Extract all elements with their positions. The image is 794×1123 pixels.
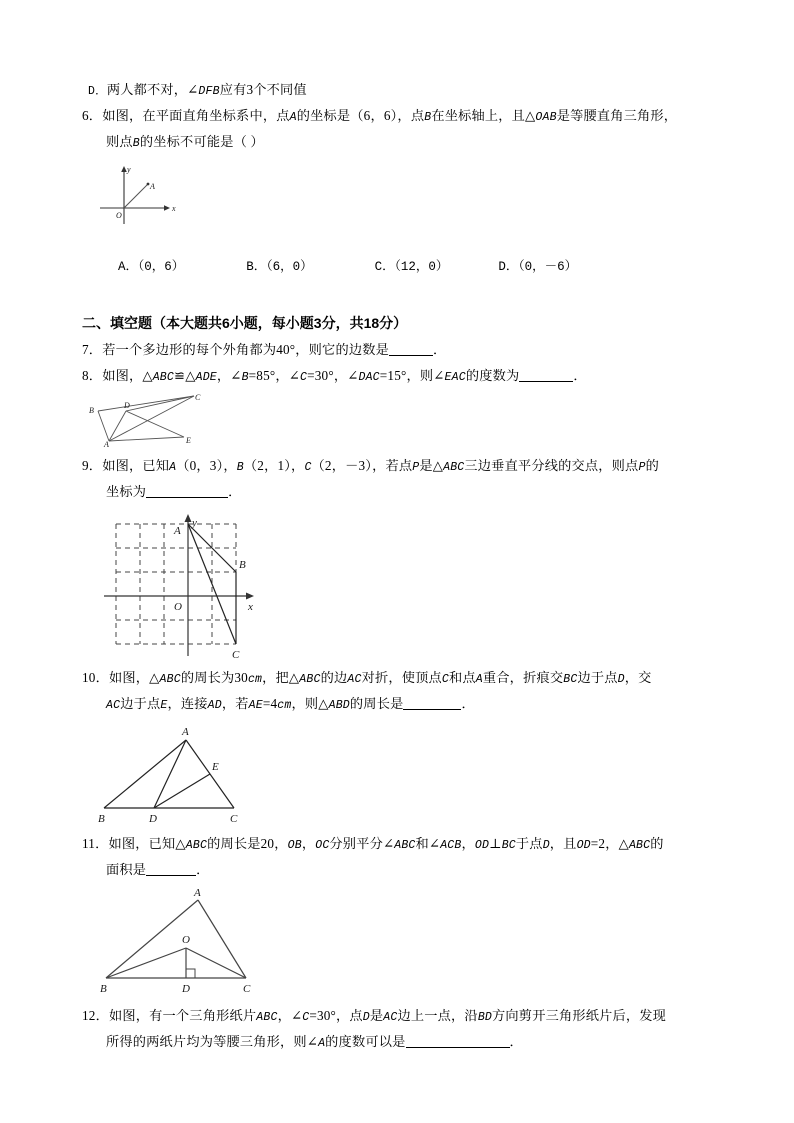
q11-label-o: O	[182, 934, 190, 946]
q10-line1-h: 边于点	[577, 670, 618, 685]
q11-it7: BC	[501, 839, 516, 852]
q10-line2-b: 边于点	[120, 696, 161, 711]
q7-line-1	[82, 338, 714, 362]
q5-option-d-italic: DFB	[198, 85, 220, 98]
q11-line1-g: ⊥	[489, 836, 502, 851]
q9-number: 9．	[82, 458, 103, 473]
q10-line2-e: =4	[262, 696, 278, 711]
q12-answer-blank[interactable]	[406, 1035, 510, 1048]
q11-it3: OC	[315, 839, 330, 852]
q10-label-a: A	[182, 726, 189, 738]
q9-figure-svg	[102, 508, 262, 660]
section-2-heading: 二、填空题（本大题共6小题，每小题3分，共18分）	[82, 315, 408, 331]
q12-line1-c: =30°，点	[309, 1008, 363, 1023]
q8-text-e: =30°，∠	[307, 368, 359, 383]
q11-it1: ABC	[185, 839, 208, 852]
q7-number: 7．	[82, 342, 103, 357]
q6-options	[82, 234, 714, 300]
q11-line1-b: 的周长是20，	[207, 836, 288, 851]
q11-it6: OD	[474, 839, 490, 852]
q6-italic-c: OAB	[535, 111, 557, 124]
q9-line2-a: 坐标为	[106, 484, 147, 499]
q10-number: 10．	[82, 670, 109, 685]
q9-label-x: x	[248, 601, 253, 613]
q10-answer-blank[interactable]	[403, 697, 461, 710]
q9-it3: C	[304, 461, 312, 474]
q12-it4: AC	[383, 1011, 398, 1024]
q10-figure-svg	[86, 722, 286, 826]
q12-line1-d: 是	[369, 1008, 384, 1023]
q9-line1-a: 如图，已知	[102, 458, 170, 473]
q9-it6: P	[638, 461, 646, 474]
q6-option-d-key: D．	[498, 260, 519, 274]
q10-line1-c: ，把△	[262, 670, 300, 685]
q6-figure	[90, 160, 714, 232]
q10-seg-ba	[104, 740, 186, 808]
q6-line2-b: 的坐标不可能是（ ）	[139, 134, 264, 149]
q12-line1-e: 边上一点，沿	[397, 1008, 478, 1023]
q10-it1: ABC	[159, 673, 181, 686]
q10-line2-h: ．	[461, 696, 475, 711]
q6-option-b-key: B．	[246, 260, 267, 274]
q12-it5: BD	[477, 1011, 493, 1024]
q8-label-b: B	[89, 406, 94, 415]
q5-option-d	[82, 78, 714, 104]
q6-number: 6．	[82, 108, 103, 123]
q8-text-b: ≌△	[174, 368, 196, 383]
q11-it4: ABC	[394, 839, 416, 852]
q11-it10: ABC	[628, 839, 651, 852]
q10-line1-g: 重合，折痕交	[482, 670, 564, 685]
q11-line1-a: 如图，已知△	[108, 836, 186, 851]
q9-figure	[102, 508, 714, 660]
q9-line-2	[82, 480, 714, 504]
q10-line2-c: ，连接	[167, 696, 208, 711]
q12-line2-a: 所得的两纸片均为等腰三角形，则∠	[106, 1034, 319, 1049]
q11-line-1	[82, 832, 714, 858]
q10-line2-f: ，则△	[291, 696, 329, 711]
q12-number: 12．	[82, 1008, 109, 1023]
q6-label-y: y	[127, 165, 131, 174]
q8-label-a: A	[104, 440, 109, 448]
q6-italic-d: B	[132, 137, 140, 150]
q6-line-2	[82, 130, 714, 156]
q9-label-a: A	[174, 525, 181, 537]
q8-it5: DAC	[358, 371, 380, 384]
q6-option-d-value: （0，－6）	[518, 260, 578, 274]
q11-it8: D	[542, 839, 550, 852]
q7-text-b: ．	[433, 342, 447, 357]
q11-answer-blank[interactable]	[146, 863, 196, 876]
q6-figure-svg	[90, 160, 180, 232]
q11-line1-d: 分别平分∠	[329, 836, 395, 851]
q8-line-1	[82, 364, 714, 390]
q10-it2: ABC	[299, 673, 321, 686]
q6-option-a[interactable]	[118, 260, 184, 274]
q10-label-c: C	[230, 813, 238, 825]
q6-option-a-value: （0，6）	[138, 260, 185, 274]
q10-line1-a: 如图，△	[108, 670, 160, 685]
q6-label-a: A	[150, 182, 155, 191]
q5-option-d-text: 两人都不对，∠	[106, 82, 199, 97]
q11-line1-i: ，且	[549, 836, 577, 851]
q10-line-1	[82, 666, 714, 692]
q10-it12: ABD	[328, 699, 350, 712]
q11-line2-a: 面积是	[106, 862, 147, 877]
q10-label-b: B	[98, 813, 105, 825]
q11-line1-k: 的	[650, 836, 664, 851]
q9-it4: P	[412, 461, 420, 474]
q8-text-a: 如图，△	[102, 368, 153, 383]
q11-number: 11．	[82, 836, 109, 851]
q9-grid	[116, 524, 236, 644]
q8-text-d: =85°，∠	[248, 368, 301, 383]
q12-line2-b: 的度数可以是	[325, 1034, 406, 1049]
q12-line1-b: ，∠	[277, 1008, 303, 1023]
q9-line1-e: 是△	[419, 458, 444, 473]
q6-option-d[interactable]	[498, 260, 577, 274]
q6-option-b[interactable]	[246, 260, 312, 274]
q8-number: 8．	[82, 368, 103, 383]
q10-label-d: D	[149, 813, 157, 825]
q10-line1-i: ，交	[624, 670, 652, 685]
q10-it10: AD	[207, 699, 222, 712]
q9-line2-b: ．	[228, 484, 242, 499]
q8-label-d: D	[124, 401, 130, 410]
q6-label-o: O	[116, 211, 122, 220]
q10-line2-d: ，若	[221, 696, 249, 711]
q9-it5: ABC	[443, 461, 465, 474]
q10-line-2	[82, 692, 714, 718]
q5-option-d-text2: 应有3个不同值	[219, 82, 307, 97]
q9-it2: B	[236, 461, 244, 474]
q8-figure	[86, 393, 714, 448]
q9-label-b: B	[239, 559, 246, 571]
q12-line1-f: 方向剪开三角形纸片后，发现	[492, 1008, 667, 1023]
q6-line1-c: 在坐标轴上，且△	[431, 108, 536, 123]
q7-answer-blank[interactable]	[389, 343, 433, 356]
q11-label-d: D	[182, 983, 190, 995]
q8-label-e: E	[186, 436, 191, 445]
q6-segment-oa	[124, 184, 148, 208]
q10-it4: C	[441, 673, 450, 686]
q6-option-b-value: （6，0）	[266, 260, 313, 274]
q8-seg-ba	[98, 411, 109, 441]
q6-point-a-dot	[147, 183, 150, 186]
q9-line1-f: 三边垂直平分线的交点，则点	[464, 458, 639, 473]
q11-it5: ACB	[440, 839, 462, 852]
q8-label-c: C	[195, 393, 201, 402]
q9-label-y: y	[192, 517, 197, 529]
q10-unit2: cm	[277, 699, 292, 712]
q10-it5: A	[475, 673, 483, 686]
q10-line1-b: 的周长为30	[180, 670, 248, 685]
q8-text-c: ，∠	[216, 368, 242, 383]
q11-it2: OB	[287, 839, 302, 852]
q11-line-2	[82, 858, 714, 882]
q12-line-2	[82, 1030, 714, 1056]
q8-it4: C	[300, 371, 308, 384]
page-content	[82, 78, 714, 1056]
q11-line2-b: ．	[196, 862, 210, 877]
q12-it1: ABC	[256, 1011, 278, 1024]
q8-it2: ADE	[195, 371, 217, 384]
q6-option-c[interactable]	[375, 260, 449, 274]
q8-answer-blank[interactable]	[519, 369, 573, 382]
q10-unit1: cm	[247, 673, 263, 686]
q12-it6: A	[318, 1037, 326, 1050]
q6-line1-b: 的坐标是（6，6），点	[296, 108, 425, 123]
q8-text-f: =15°，则∠	[379, 368, 445, 383]
q6-option-c-key: C．	[374, 260, 395, 274]
q9-line1-c: （2，1），	[243, 458, 305, 473]
q9-line1-g: 的	[645, 458, 659, 473]
q8-figure-svg	[86, 393, 216, 448]
q9-it1: A	[169, 461, 177, 474]
q6-line1-d: 是等腰直角三角形，	[556, 108, 678, 123]
q10-line1-d: 的边	[320, 670, 348, 685]
q9-y-arrow	[185, 514, 192, 522]
q8-it1: ABC	[152, 371, 175, 384]
q8-it6: EAC	[444, 371, 466, 384]
q8-seg-ae	[109, 437, 184, 441]
q11-right-angle-mark	[186, 969, 195, 978]
q6-line1-a: 如图，在平面直角坐标系中，点	[102, 108, 290, 123]
q6-italic-a: A	[289, 111, 297, 124]
q7-text-a: 若一个多边形的每个外角都为40°，则它的边数是	[102, 342, 389, 357]
q10-figure	[86, 722, 714, 826]
q9-x-arrow	[246, 593, 254, 600]
q6-y-arrow	[121, 166, 127, 172]
q6-italic-b: B	[424, 111, 432, 124]
q6-line-1	[82, 104, 714, 130]
q8-seg-de	[126, 411, 184, 437]
q10-it8: AC	[106, 699, 121, 712]
q6-x-arrow	[164, 205, 170, 211]
q6-line2-a: 则点	[106, 134, 133, 149]
q12-line1-a: 如图，有一个三角形纸片	[108, 1008, 257, 1023]
q6-option-c-value: （12，0）	[394, 260, 449, 274]
q8-it3: B	[241, 371, 249, 384]
q12-it2: C	[302, 1011, 310, 1024]
q11-it9: OD	[576, 839, 591, 852]
q11-line1-f: ，	[461, 836, 475, 851]
q8-seg-dc	[126, 396, 194, 411]
q9-line1-d: （2，－3），若点	[311, 458, 413, 473]
q11-line1-e: 和∠	[415, 836, 441, 851]
q9-line1-b: （0，3），	[176, 458, 237, 473]
q12-line2-c: ．	[509, 1034, 523, 1049]
q9-answer-blank[interactable]	[146, 485, 228, 498]
q6-option-a-key: A．	[118, 260, 139, 274]
q10-label-e: E	[212, 761, 219, 773]
q11-line1-c: ，	[301, 836, 316, 851]
q10-it9: E	[160, 699, 168, 712]
q8-text-g: 的度数为	[465, 368, 520, 383]
q9-label-c: C	[232, 649, 240, 660]
q11-label-a: A	[194, 887, 201, 899]
q5-option-d-key: D．	[88, 85, 107, 98]
q10-it11: AE	[248, 699, 263, 712]
q8-text-h: ．	[573, 368, 587, 383]
q6-label-x: x	[172, 204, 176, 213]
q11-label-c: C	[243, 983, 251, 995]
q11-line1-h: 于点	[515, 836, 543, 851]
q10-it6: BC	[563, 673, 578, 686]
q9-label-o: O	[174, 601, 182, 613]
q12-line-1	[82, 1004, 714, 1030]
q10-line2-g: 的周长是	[349, 696, 404, 711]
q11-label-b: B	[100, 983, 107, 995]
q11-figure	[86, 886, 714, 998]
q11-line1-j: =2，△	[590, 836, 629, 851]
q11-seg-bo	[106, 948, 186, 978]
q11-figure-svg	[86, 886, 306, 998]
q10-line1-e: 对折，使顶点	[361, 670, 442, 685]
q10-it7: D	[617, 673, 625, 686]
q10-line1-f: 和点	[449, 670, 476, 685]
q9-line-1	[82, 454, 714, 480]
q12-it3: D	[362, 1011, 370, 1024]
q10-it3: AC	[347, 673, 362, 686]
